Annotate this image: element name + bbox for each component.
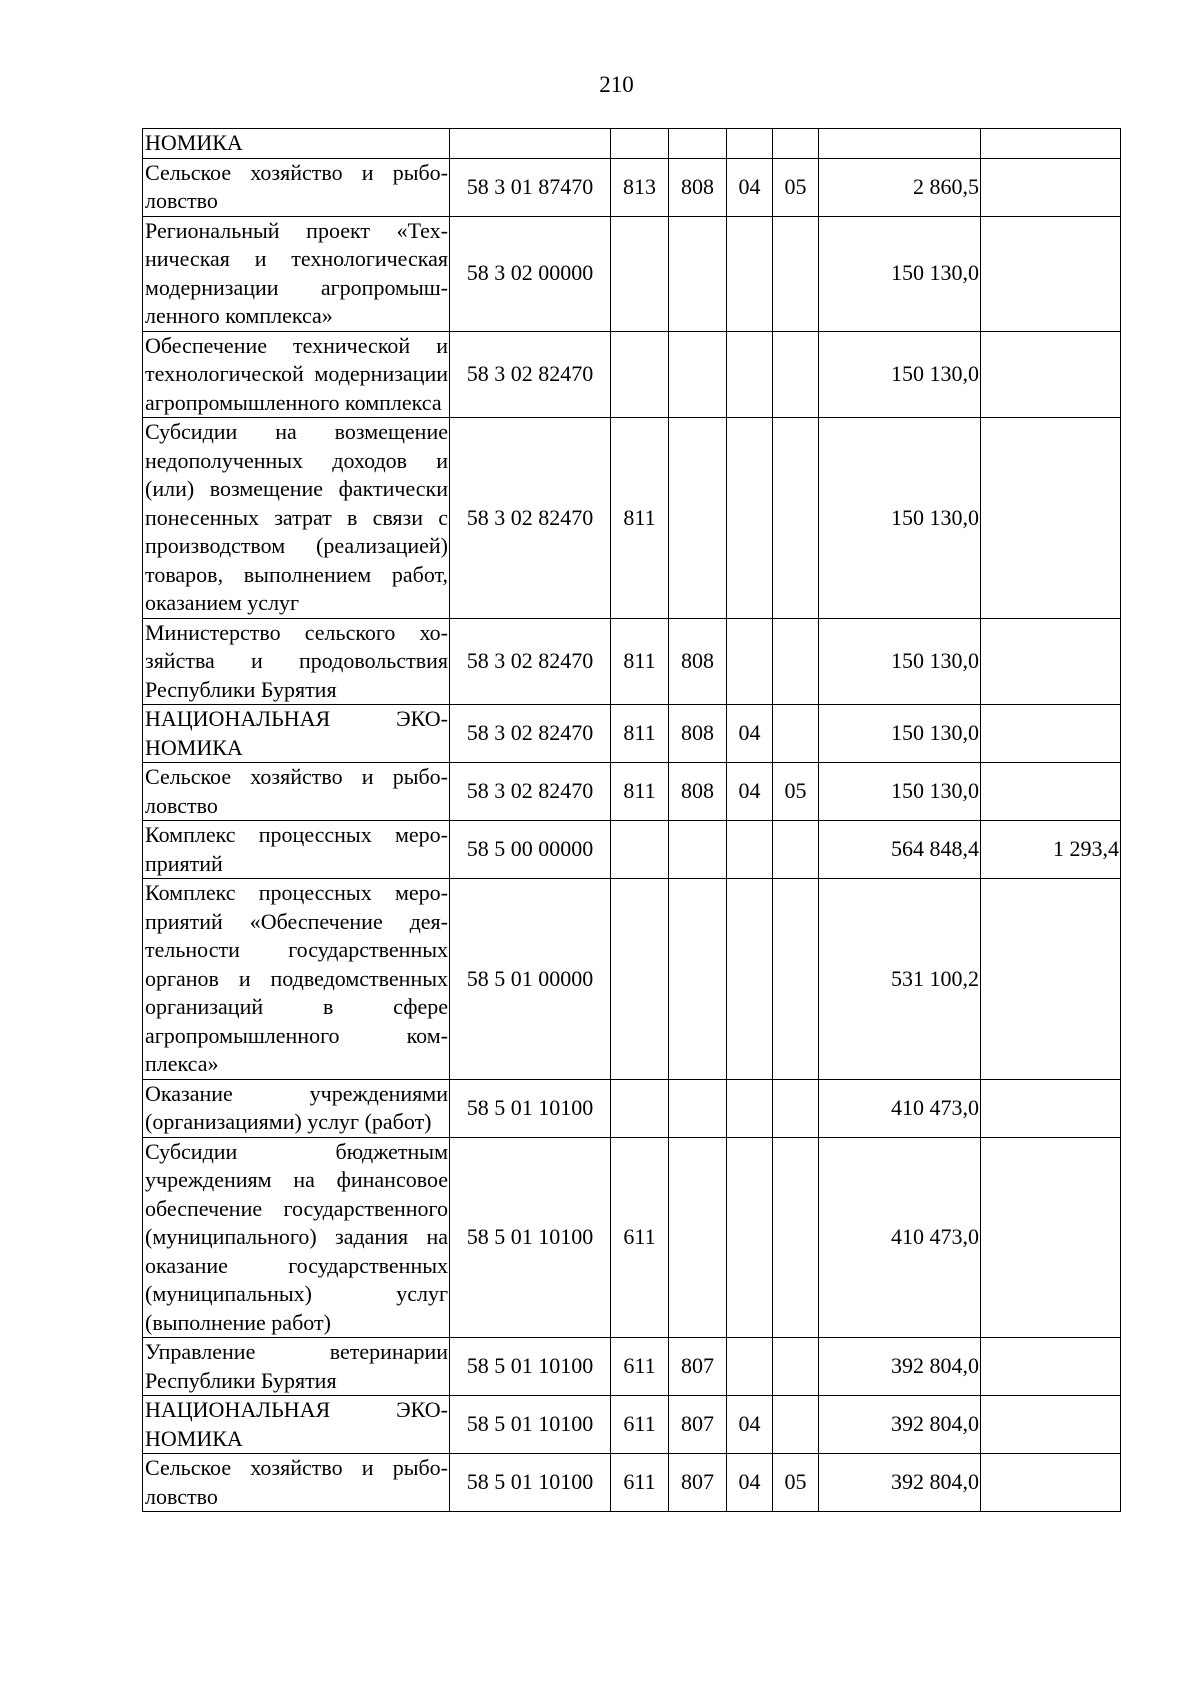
extra-amount-cell bbox=[981, 1338, 1121, 1396]
table-row bbox=[143, 1396, 1121, 1454]
extra-amount-cell bbox=[981, 1137, 1121, 1338]
section-cell bbox=[727, 418, 773, 619]
subsection-cell bbox=[773, 618, 819, 705]
expense-type-cell: 611 bbox=[611, 1454, 669, 1512]
target-code-cell: 58 5 01 10100 bbox=[450, 1454, 611, 1512]
expense-type-cell bbox=[611, 821, 669, 879]
ministry-code-cell: 808 bbox=[669, 705, 727, 763]
amount-cell: 150 130,0 bbox=[819, 418, 981, 619]
amount-cell: 150 130,0 bbox=[819, 705, 981, 763]
subsection-cell bbox=[773, 1137, 819, 1338]
extra-amount-cell bbox=[981, 129, 1121, 159]
ministry-code-cell bbox=[669, 129, 727, 159]
amount-cell: 150 130,0 bbox=[819, 216, 981, 331]
subsection-cell bbox=[773, 705, 819, 763]
amount-cell: 392 804,0 bbox=[819, 1396, 981, 1454]
ministry-code-cell: 807 bbox=[669, 1454, 727, 1512]
target-code-cell bbox=[450, 129, 611, 159]
ministry-code-cell bbox=[669, 1137, 727, 1338]
ministry-code-cell: 807 bbox=[669, 1396, 727, 1454]
target-code-cell: 58 3 02 82470 bbox=[450, 705, 611, 763]
row-name-cell: НОМИКА bbox=[143, 129, 450, 159]
expense-type-cell: 813 bbox=[611, 158, 669, 216]
ministry-code-cell: 808 bbox=[669, 158, 727, 216]
row-name-cell: Оказание учреждениями (организациями) услуг (работ) bbox=[143, 1079, 450, 1137]
section-cell: 04 bbox=[727, 763, 773, 821]
amount-cell: 150 130,0 bbox=[819, 763, 981, 821]
subsection-cell bbox=[773, 129, 819, 159]
row-name-cell: Сельское хозяйство и рыболовство bbox=[143, 158, 450, 216]
table-row bbox=[143, 331, 1121, 418]
row-name-cell: НАЦИОНАЛЬНАЯ ЭКОНОМИКА bbox=[143, 1396, 450, 1454]
table-row bbox=[143, 1079, 1121, 1137]
amount-cell: 410 473,0 bbox=[819, 1137, 981, 1338]
extra-amount-cell bbox=[981, 418, 1121, 619]
extra-amount-cell: 1 293,4 bbox=[981, 821, 1121, 879]
table-row bbox=[143, 1454, 1121, 1512]
expense-type-cell bbox=[611, 129, 669, 159]
extra-amount-cell bbox=[981, 1454, 1121, 1512]
extra-amount-cell bbox=[981, 1079, 1121, 1137]
row-name-cell: Комплекс процессных мероприятий bbox=[143, 821, 450, 879]
subsection-cell: 05 bbox=[773, 158, 819, 216]
target-code-cell: 58 5 01 10100 bbox=[450, 1079, 611, 1137]
subsection-cell bbox=[773, 1079, 819, 1137]
extra-amount-cell bbox=[981, 158, 1121, 216]
target-code-cell: 58 5 00 00000 bbox=[450, 821, 611, 879]
row-name-cell: Субсидии бюджетным учреждениям на финансовое обеспечение государственного (муниципального) задания на оказание государственных (муниципальных) услуг (выполнение работ) bbox=[143, 1137, 450, 1338]
amount-cell: 150 130,0 bbox=[819, 331, 981, 418]
table-body bbox=[143, 129, 1121, 1512]
row-name-cell: НАЦИОНАЛЬНАЯ ЭКОНОМИКА bbox=[143, 705, 450, 763]
extra-amount-cell bbox=[981, 1396, 1121, 1454]
ministry-code-cell bbox=[669, 216, 727, 331]
extra-amount-cell bbox=[981, 763, 1121, 821]
amount-cell: 150 130,0 bbox=[819, 618, 981, 705]
table-row bbox=[143, 158, 1121, 216]
target-code-cell: 58 3 02 82470 bbox=[450, 618, 611, 705]
row-name-cell: Обеспечение технической и технологической модернизации агропромышленного комплекса bbox=[143, 331, 450, 418]
row-name-cell: Министерство сельского хозяйства и продовольствия Республики Бурятия bbox=[143, 618, 450, 705]
table-row bbox=[143, 129, 1121, 159]
section-cell bbox=[727, 129, 773, 159]
table-row bbox=[143, 879, 1121, 1080]
row-name-cell: Региональный проект «Техническая и технологическая модернизации агропромышленного комплекса» bbox=[143, 216, 450, 331]
row-name-cell: Субсидии на возмещение недополученных доходов и (или) возмещение фактически понесенных затрат в связи с производством (реализацией) товаров, выполнением работ, оказанием услуг bbox=[143, 418, 450, 619]
table-row bbox=[143, 821, 1121, 879]
subsection-cell bbox=[773, 879, 819, 1080]
subsection-cell bbox=[773, 418, 819, 619]
extra-amount-cell bbox=[981, 705, 1121, 763]
amount-cell bbox=[819, 129, 981, 159]
expense-type-cell bbox=[611, 1079, 669, 1137]
target-code-cell: 58 5 01 00000 bbox=[450, 879, 611, 1080]
amount-cell: 392 804,0 bbox=[819, 1454, 981, 1512]
page-number: 210 bbox=[599, 72, 634, 97]
target-code-cell: 58 5 01 10100 bbox=[450, 1396, 611, 1454]
target-code-cell: 58 3 01 87470 bbox=[450, 158, 611, 216]
amount-cell: 410 473,0 bbox=[819, 1079, 981, 1137]
section-cell: 04 bbox=[727, 705, 773, 763]
subsection-cell bbox=[773, 821, 819, 879]
target-code-cell: 58 3 02 82470 bbox=[450, 331, 611, 418]
extra-amount-cell bbox=[981, 216, 1121, 331]
ministry-code-cell bbox=[669, 418, 727, 619]
row-name-cell: Сельское хозяйство и рыболовство bbox=[143, 763, 450, 821]
table-row bbox=[143, 705, 1121, 763]
ministry-code-cell bbox=[669, 879, 727, 1080]
expense-type-cell: 811 bbox=[611, 618, 669, 705]
section-cell bbox=[727, 879, 773, 1080]
expense-type-cell bbox=[611, 879, 669, 1080]
section-cell bbox=[727, 331, 773, 418]
table-row bbox=[143, 763, 1121, 821]
expense-type-cell bbox=[611, 216, 669, 331]
section-cell: 04 bbox=[727, 158, 773, 216]
section-cell bbox=[727, 1079, 773, 1137]
table-row bbox=[143, 1338, 1121, 1396]
expense-type-cell: 611 bbox=[611, 1338, 669, 1396]
ministry-code-cell: 808 bbox=[669, 763, 727, 821]
subsection-cell bbox=[773, 1396, 819, 1454]
amount-cell: 392 804,0 bbox=[819, 1338, 981, 1396]
amount-cell: 531 100,2 bbox=[819, 879, 981, 1080]
expense-type-cell: 611 bbox=[611, 1396, 669, 1454]
ministry-code-cell bbox=[669, 331, 727, 418]
section-cell bbox=[727, 1338, 773, 1396]
subsection-cell bbox=[773, 216, 819, 331]
section-cell bbox=[727, 821, 773, 879]
target-code-cell: 58 5 01 10100 bbox=[450, 1137, 611, 1338]
ministry-code-cell: 808 bbox=[669, 618, 727, 705]
expense-type-cell bbox=[611, 331, 669, 418]
table-row bbox=[143, 418, 1121, 619]
section-cell bbox=[727, 1137, 773, 1338]
row-name-cell: Управление ветеринарии Республики Бурятия bbox=[143, 1338, 450, 1396]
ministry-code-cell bbox=[669, 821, 727, 879]
expense-type-cell: 811 bbox=[611, 705, 669, 763]
expense-type-cell: 811 bbox=[611, 418, 669, 619]
subsection-cell: 05 bbox=[773, 1454, 819, 1512]
budget-table bbox=[142, 128, 1121, 1512]
target-code-cell: 58 3 02 82470 bbox=[450, 418, 611, 619]
target-code-cell: 58 3 02 82470 bbox=[450, 763, 611, 821]
table-row bbox=[143, 1137, 1121, 1338]
amount-cell: 2 860,5 bbox=[819, 158, 981, 216]
ministry-code-cell bbox=[669, 1079, 727, 1137]
section-cell: 04 bbox=[727, 1396, 773, 1454]
subsection-cell bbox=[773, 331, 819, 418]
row-name-cell: Сельское хозяйство и рыболовство bbox=[143, 1454, 450, 1512]
ministry-code-cell: 807 bbox=[669, 1338, 727, 1396]
extra-amount-cell bbox=[981, 618, 1121, 705]
expense-type-cell: 811 bbox=[611, 763, 669, 821]
section-cell: 04 bbox=[727, 1454, 773, 1512]
section-cell bbox=[727, 216, 773, 331]
section-cell bbox=[727, 618, 773, 705]
subsection-cell: 05 bbox=[773, 763, 819, 821]
target-code-cell: 58 3 02 00000 bbox=[450, 216, 611, 331]
table-row bbox=[143, 216, 1121, 331]
subsection-cell bbox=[773, 1338, 819, 1396]
extra-amount-cell bbox=[981, 879, 1121, 1080]
row-name-cell: Комплекс процессных мероприятий «Обеспечение деятельности государственных органов и подведомственных организаций в сфере агропромышленного комплекса» bbox=[143, 879, 450, 1080]
expense-type-cell: 611 bbox=[611, 1137, 669, 1338]
table-row bbox=[143, 618, 1121, 705]
target-code-cell: 58 5 01 10100 bbox=[450, 1338, 611, 1396]
amount-cell: 564 848,4 bbox=[819, 821, 981, 879]
extra-amount-cell bbox=[981, 331, 1121, 418]
